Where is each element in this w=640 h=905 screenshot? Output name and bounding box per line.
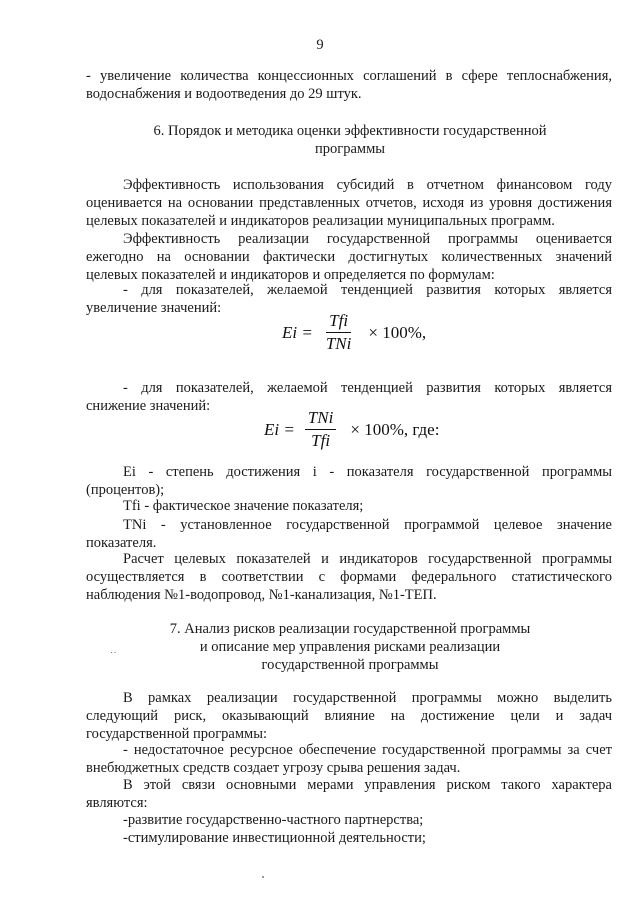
- text-line: (процентов);: [86, 482, 165, 498]
- text-line: - для показателей, желаемой тенденцией развития которых является: [123, 380, 612, 396]
- formula-numerator: TNi: [305, 409, 337, 430]
- text-line: Эффективность использования субсидий в отчетном финансовом году: [123, 177, 612, 193]
- text-line: внебюджетных средств создает угрозу срыва решения задач.: [86, 760, 461, 776]
- text-line: снижение значений:: [86, 398, 211, 414]
- section-7-heading: [110, 620, 590, 674]
- list-item-partnership: [86, 811, 612, 829]
- text-line: увеличение значений:: [86, 300, 222, 316]
- list-item-investment: [86, 829, 612, 847]
- text-line: целевых показателей и индикаторов и определяется по формулам:: [86, 267, 495, 283]
- text-line: Ei - степень достижения i - показателя государственной программы: [123, 464, 612, 480]
- section-6-heading: [110, 122, 590, 158]
- formula-lhs: Ei =: [264, 419, 295, 439]
- paragraph-efficiency: [86, 230, 612, 284]
- text-line: ежегодно на основании фактически достигнутых количественных значений: [86, 249, 612, 265]
- text-line: - недостаточное ресурсное обеспечение государственной программы за счет: [123, 742, 612, 758]
- formula-decrease: [264, 409, 439, 450]
- text-line: - увеличение количества концессионных соглашений в сфере теплоснабжения,: [86, 68, 612, 84]
- text-line: -стимулирование инвестиционной деятельности;: [123, 830, 426, 846]
- formula-multiplier: × 100%,: [368, 322, 427, 342]
- formula-numerator: Tfi: [326, 312, 351, 333]
- text-line: водоснабжения и водоотведения до 29 штук.: [86, 86, 362, 102]
- formula-lhs: Ei =: [282, 322, 313, 342]
- formula-denominator: TNi: [325, 334, 352, 353]
- text-line: показателя.: [86, 535, 157, 551]
- paragraph-subsidies: [86, 176, 612, 230]
- text-line: целевых показателей и индикаторов реализации муниципальных программ.: [86, 213, 555, 229]
- text-line: государственной программы:: [86, 726, 267, 742]
- paragraph-risk: [86, 689, 612, 743]
- page-number: 9: [316, 37, 324, 53]
- text-line: следующий риск, оказывающий влияние на достижение цели и задач: [86, 708, 612, 724]
- paragraph-measures: [86, 776, 612, 812]
- formula-multiplier: × 100%, где:: [350, 419, 440, 439]
- formula-denominator: Tfi: [311, 431, 331, 450]
- text-line: Эффективность реализации государственной программы оценивается: [123, 231, 612, 247]
- heading-line: 7. Анализ рисков реализации государственной программы: [169, 621, 531, 637]
- text-line: наблюдения №1-водопровод, №1-канализация, №1-ТЕП.: [86, 587, 437, 603]
- definition-ei: [86, 463, 612, 499]
- heading-line: 6. Порядок и методика оценки эффективности государственной: [153, 123, 547, 139]
- paragraph-calculation: [86, 550, 612, 604]
- heading-line: программы: [315, 141, 385, 157]
- scan-mark: ˙˙: [110, 651, 117, 662]
- scan-speck: [262, 876, 264, 878]
- text-line: В этой связи основными мерами управления риском такого характера: [123, 777, 612, 793]
- text-line: - для показателей, желаемой тенденцией развития которых является: [123, 282, 612, 298]
- paragraph-concession: [86, 67, 612, 103]
- text-line: Tfi - фактическое значение показателя;: [123, 498, 364, 514]
- text-line: В рамках реализации государственной программы можно выделить: [123, 690, 612, 706]
- heading-line: государственной программы: [261, 657, 439, 673]
- text-line: осуществляется в соответствии с формами федерального статистического: [86, 569, 612, 585]
- heading-line: и описание мер управления рисками реализации: [199, 639, 501, 655]
- definition-tfi: [86, 497, 612, 515]
- definition-tni: [86, 516, 612, 552]
- text-line: Расчет целевых показателей и индикаторов государственной программы: [123, 551, 612, 567]
- text-line: являются:: [86, 795, 148, 811]
- formula-fraction: [305, 409, 337, 450]
- formula-increase: [282, 312, 426, 353]
- text-line: TNi - установленное государственной программой целевое значение: [123, 517, 612, 533]
- text-line: -развитие государственно-частного партнерства;: [123, 812, 424, 828]
- formula-fraction: [323, 312, 355, 353]
- paragraph-resource: [86, 741, 612, 777]
- text-line: оценивается на основании представленных отчетов, исходя из уровня достижения: [86, 195, 612, 211]
